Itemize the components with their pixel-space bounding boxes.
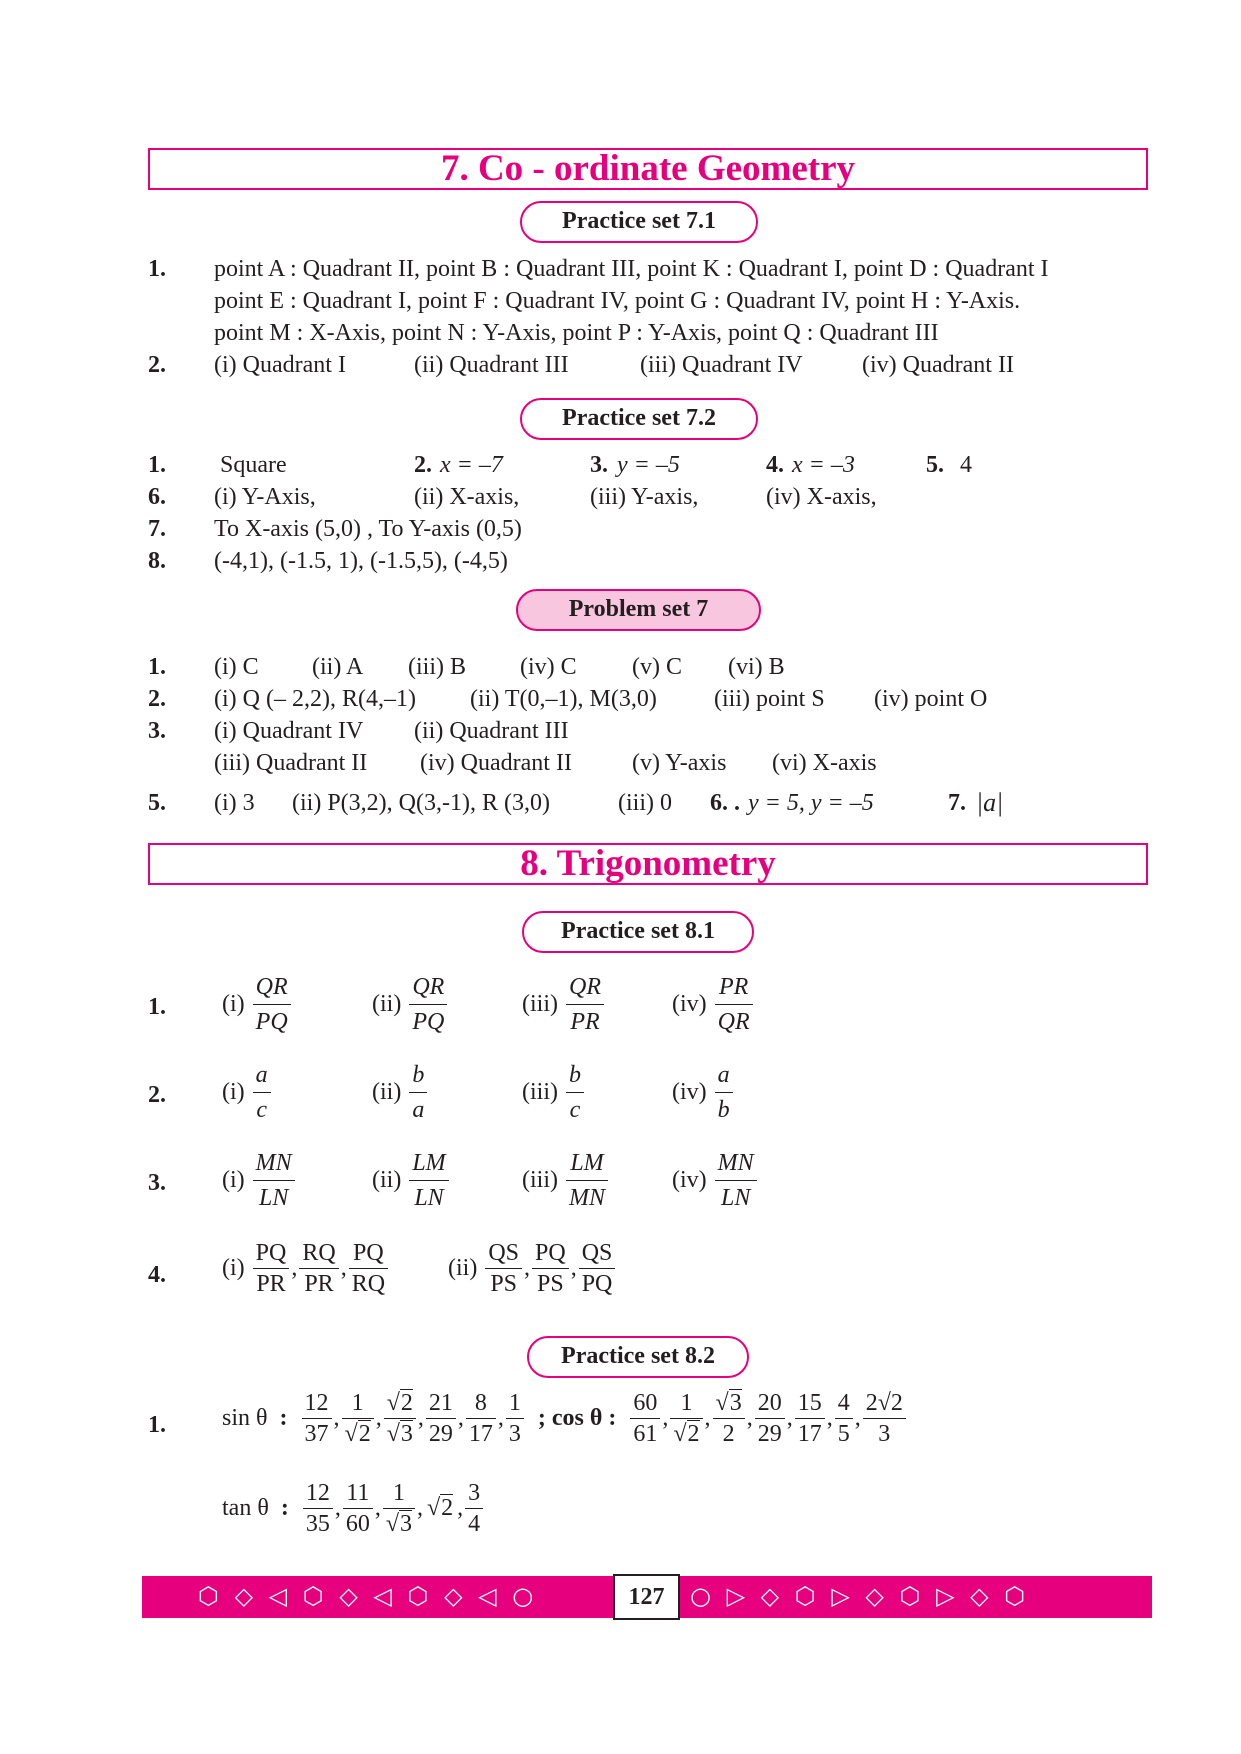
denominator: MN bbox=[569, 1185, 605, 1211]
answer-item: |a| bbox=[976, 788, 1004, 817]
fraction bbox=[383, 1478, 415, 1539]
numerator: 11 bbox=[343, 1478, 373, 1509]
practice-set-8-2-heading: Practice set 8.2 bbox=[527, 1336, 749, 1378]
answer-item: (v) C bbox=[632, 654, 682, 680]
denominator: √3 bbox=[386, 1421, 413, 1447]
numerator: 60 bbox=[630, 1388, 660, 1419]
fraction bbox=[466, 1388, 496, 1449]
answer-line: point A : Quadrant II, point B : Quadrant III, point K : Quadrant I, point D : Quadrant I bbox=[214, 256, 1049, 282]
denominator: c bbox=[256, 1097, 267, 1123]
numerator: a bbox=[253, 1058, 271, 1093]
answer-item: (iii) B bbox=[408, 654, 466, 680]
denominator: PS bbox=[490, 1271, 518, 1297]
question-number: 2. bbox=[148, 1082, 166, 1108]
question-number: 1. bbox=[148, 994, 166, 1020]
answer-item: (i) Quadrant I bbox=[214, 352, 346, 378]
item-label: (iii) bbox=[522, 1079, 558, 1105]
fraction bbox=[384, 1388, 416, 1449]
numerator: √3 bbox=[713, 1388, 745, 1419]
fraction bbox=[303, 1478, 333, 1539]
numerator: QS bbox=[579, 1238, 616, 1269]
fraction bbox=[253, 1238, 290, 1299]
numerator: QR bbox=[409, 970, 447, 1005]
root-value: √2 bbox=[427, 1495, 454, 1521]
item-label: (ii) bbox=[372, 1079, 402, 1105]
answer-line: point M : X-Axis, point N : Y-Axis, point P : Y-Axis, point Q : Quadrant III bbox=[214, 320, 939, 346]
answer-item: (ii) X-axis, bbox=[414, 484, 520, 510]
denominator: LN bbox=[720, 1185, 751, 1211]
fraction bbox=[579, 1238, 616, 1299]
practice-set-7-2-heading: Practice set 7.2 bbox=[520, 398, 758, 440]
answer-item: (i) Y-Axis, bbox=[214, 484, 316, 510]
fraction bbox=[485, 1238, 522, 1299]
denominator: 29 bbox=[757, 1421, 782, 1447]
fraction-answer: (i) $\frac{PQ}{PR}$ , $\frac{RQ}{PR}$ , $\frac{PQ}{RQ}$ bbox=[222, 1238, 390, 1299]
question-number: 4. bbox=[148, 1262, 166, 1288]
fraction-answer bbox=[222, 970, 293, 1039]
answer-item: (ii) Quadrant III bbox=[414, 352, 569, 378]
chapter-8-title: 8. Trigonometry bbox=[148, 843, 1148, 885]
numerator: 1 bbox=[383, 1478, 415, 1509]
denominator: 29 bbox=[428, 1421, 453, 1447]
denominator: PQ bbox=[255, 1009, 288, 1035]
fraction bbox=[566, 970, 604, 1039]
item-label: (iii) bbox=[522, 991, 558, 1017]
question-number: 3. bbox=[148, 1170, 166, 1196]
answer-item: (v) Y-axis bbox=[632, 750, 727, 776]
answer-item: (vi) X-axis bbox=[772, 750, 877, 776]
sin-theta-row bbox=[222, 1388, 908, 1449]
numerator: QR bbox=[566, 970, 604, 1005]
answer-item: (iv) Quadrant II bbox=[862, 352, 1014, 378]
chapter-7-title: 7. Co - ordinate Geometry bbox=[148, 148, 1148, 190]
answer-item: (iv) X-axis, bbox=[766, 484, 877, 510]
fraction bbox=[349, 1238, 388, 1299]
fraction-answer bbox=[372, 1058, 429, 1127]
fraction-answer bbox=[522, 1146, 610, 1215]
denominator: √2 bbox=[344, 1421, 371, 1447]
answer-item: (i) Quadrant IV bbox=[214, 718, 364, 744]
answer-item: y = –5 bbox=[617, 452, 680, 478]
answer-item: (i) 3 bbox=[214, 790, 255, 816]
sin-values: $\frac{12}{37}$ , $\frac{1}{√2}$ , $\frac{√2}{√3}$ , $\frac{21}{29}$ , $\frac{8}{17}$ , $\frac{1}{3}$ bbox=[300, 1404, 526, 1430]
fraction bbox=[715, 1146, 757, 1215]
denominator: 60 bbox=[345, 1511, 370, 1537]
numerator: 1 bbox=[670, 1388, 702, 1419]
denominator: b bbox=[717, 1097, 730, 1123]
fraction bbox=[253, 1146, 295, 1215]
fraction bbox=[409, 1058, 427, 1127]
denominator: 37 bbox=[304, 1421, 329, 1447]
question-number: 4. bbox=[766, 452, 784, 478]
answer-item: (-4,1), (-1.5, 1), (-1.5,5), (-4,5) bbox=[214, 548, 508, 574]
footer-shapes-left: ⬡ ◇ ◁ ⬡ ◇ ◁ ⬡ ◇ ◁ ○ bbox=[198, 1582, 538, 1610]
problem-set-7-heading: Problem set 7 bbox=[516, 589, 761, 631]
numerator: MN bbox=[715, 1146, 757, 1181]
numerator: RQ bbox=[299, 1238, 338, 1269]
denominator: 4 bbox=[468, 1511, 481, 1537]
colon: : bbox=[279, 1405, 288, 1431]
fraction-answer bbox=[672, 1146, 759, 1215]
numerator: MN bbox=[253, 1146, 295, 1181]
denominator: c bbox=[569, 1097, 581, 1123]
fraction bbox=[409, 1146, 448, 1215]
numerator: 8 bbox=[466, 1388, 496, 1419]
question-number: 2. bbox=[148, 686, 166, 712]
item-label: (i) bbox=[222, 1255, 245, 1281]
fraction-answer bbox=[672, 970, 755, 1039]
denominator: PQ bbox=[412, 1009, 445, 1035]
fraction bbox=[566, 1058, 584, 1127]
numerator: LM bbox=[566, 1146, 608, 1181]
question-number: 5. bbox=[148, 790, 166, 816]
fraction-answer bbox=[372, 1146, 451, 1215]
answer-item: (i) Q (– 2,2), R(4,–1) bbox=[214, 686, 416, 712]
numerator: b bbox=[409, 1058, 427, 1093]
sin-label: sin θ bbox=[222, 1405, 268, 1431]
fraction-answer: (ii) $\frac{QS}{PS}$ , $\frac{PQ}{PS}$ , $\frac{QS}{PQ}$ bbox=[448, 1238, 617, 1299]
question-number: 2. bbox=[148, 352, 166, 378]
fraction-answer bbox=[522, 970, 606, 1039]
item-label: (ii) bbox=[372, 1167, 402, 1193]
denominator: √3 bbox=[385, 1511, 412, 1537]
denominator: 5 bbox=[837, 1421, 850, 1447]
denominator: a bbox=[412, 1097, 425, 1123]
denominator: LN bbox=[414, 1185, 444, 1211]
denominator: 3 bbox=[878, 1421, 891, 1447]
answer-item: (iv) point O bbox=[874, 686, 988, 712]
item-label: (i) bbox=[222, 1167, 245, 1193]
fraction bbox=[630, 1388, 660, 1449]
answer-item: (ii) A bbox=[312, 654, 364, 680]
answer-item: x = –3 bbox=[792, 452, 855, 478]
fraction bbox=[302, 1388, 332, 1449]
fraction bbox=[532, 1238, 569, 1299]
fraction bbox=[566, 1146, 608, 1215]
fraction bbox=[835, 1388, 853, 1449]
item-label: (iv) bbox=[672, 1167, 707, 1193]
answer-item: (iii) Quadrant IV bbox=[640, 352, 803, 378]
fraction bbox=[465, 1478, 483, 1539]
numerator: LM bbox=[409, 1146, 448, 1181]
fraction bbox=[715, 1058, 733, 1127]
question-number: 7. bbox=[148, 516, 166, 542]
numerator: 15 bbox=[795, 1388, 825, 1419]
answer-item: (iii) point S bbox=[714, 686, 825, 712]
fraction bbox=[409, 970, 447, 1039]
answer-item: x = –7 bbox=[440, 452, 503, 478]
numerator: a bbox=[715, 1058, 733, 1093]
fraction bbox=[343, 1478, 373, 1539]
fraction bbox=[715, 970, 753, 1039]
fraction-answer bbox=[672, 1058, 735, 1127]
question-number: 1. bbox=[148, 256, 166, 282]
fraction-answer bbox=[222, 1058, 273, 1127]
question-number: 7. bbox=[948, 790, 966, 816]
question-number: 1. bbox=[148, 1412, 166, 1438]
fraction-answer bbox=[522, 1058, 586, 1127]
answer-item: (i) C bbox=[214, 654, 259, 680]
item-label: (iii) bbox=[522, 1167, 558, 1193]
numerator: 12 bbox=[303, 1478, 333, 1509]
item-label: (ii) bbox=[372, 991, 402, 1017]
answer-item: (ii) P(3,2), Q(3,-1), R (3,0) bbox=[292, 790, 550, 816]
answer-item: y = 5, y = –5 bbox=[748, 790, 874, 816]
fraction bbox=[342, 1388, 374, 1449]
numerator: 2√2 bbox=[863, 1388, 906, 1419]
cos-label: ; cos θ : bbox=[537, 1405, 617, 1431]
numerator: 1 bbox=[342, 1388, 374, 1419]
fraction bbox=[506, 1388, 524, 1449]
numerator: 3 bbox=[465, 1478, 483, 1509]
colon: : bbox=[280, 1495, 289, 1521]
fraction-answer bbox=[372, 970, 449, 1039]
denominator: 3 bbox=[508, 1421, 521, 1447]
fraction bbox=[426, 1388, 456, 1449]
answer-item: (ii) T(0,–1), M(3,0) bbox=[470, 686, 657, 712]
item-label: (iv) bbox=[672, 1079, 707, 1105]
question-number: 2. bbox=[414, 452, 432, 478]
footer-shapes-right: ○ ▷ ◇ ⬡ ▷ ◇ ⬡ ▷ ◇ ⬡ bbox=[690, 1582, 1030, 1610]
numerator: PR bbox=[715, 970, 753, 1005]
question-number: 3. bbox=[590, 452, 608, 478]
numerator: b bbox=[566, 1058, 584, 1093]
fraction bbox=[253, 970, 291, 1039]
denominator: 17 bbox=[797, 1421, 822, 1447]
denominator: 35 bbox=[305, 1511, 330, 1537]
fraction bbox=[863, 1388, 906, 1449]
denominator: PR bbox=[304, 1271, 334, 1297]
question-number: 8. bbox=[148, 548, 166, 574]
denominator: QR bbox=[717, 1009, 750, 1035]
denominator: PS bbox=[537, 1271, 564, 1297]
tan-values: $\frac{12}{35}$ , $\frac{11}{60}$ , $\frac{1}{√3}$ , √2 , $\frac{3}{4}$ bbox=[301, 1494, 485, 1520]
numerator: 12 bbox=[302, 1388, 332, 1419]
numerator: PQ bbox=[532, 1238, 569, 1269]
question-number: 1. bbox=[148, 452, 166, 478]
answer-item: (iv) C bbox=[520, 654, 577, 680]
denominator: LN bbox=[258, 1185, 289, 1211]
numerator: 21 bbox=[426, 1388, 456, 1419]
fraction bbox=[253, 1058, 271, 1127]
denominator: 2 bbox=[722, 1421, 735, 1447]
answer-item: (vi) B bbox=[728, 654, 785, 680]
denominator: PR bbox=[570, 1009, 600, 1035]
question-number: 5. bbox=[926, 452, 944, 478]
question-number: 6. . bbox=[710, 790, 740, 816]
question-number: 3. bbox=[148, 718, 166, 744]
answer-item: To X-axis (5,0) , To Y-axis (0,5) bbox=[214, 516, 522, 542]
answer-item: (iv) Quadrant II bbox=[420, 750, 572, 776]
answer-item: (iii) Y-axis, bbox=[590, 484, 699, 510]
fraction-answer bbox=[222, 1146, 297, 1215]
numerator: PQ bbox=[349, 1238, 388, 1269]
item-label: (i) bbox=[222, 991, 245, 1017]
question-number: 1. bbox=[148, 654, 166, 680]
denominator: PQ bbox=[581, 1271, 613, 1297]
answer-item: (iii) 0 bbox=[618, 790, 672, 816]
numerator: 20 bbox=[755, 1388, 785, 1419]
practice-set-7-1-heading: Practice set 7.1 bbox=[520, 201, 758, 243]
numerator: QS bbox=[485, 1238, 522, 1269]
numerator: PQ bbox=[253, 1238, 290, 1269]
item-label: (i) bbox=[222, 1079, 245, 1105]
denominator: 17 bbox=[468, 1421, 493, 1447]
numerator: √2 bbox=[384, 1388, 416, 1419]
answer-item: Square bbox=[220, 452, 287, 478]
item-label: (iv) bbox=[672, 991, 707, 1017]
denominator: PR bbox=[256, 1271, 286, 1297]
numerator: 1 bbox=[506, 1388, 524, 1419]
denominator: √2 bbox=[673, 1421, 700, 1447]
denominator: 61 bbox=[633, 1421, 658, 1447]
tan-label: tan θ bbox=[222, 1495, 269, 1521]
fraction bbox=[713, 1388, 745, 1449]
denominator: RQ bbox=[351, 1271, 386, 1297]
answer-item: 4 bbox=[960, 452, 972, 478]
practice-set-8-1-heading: Practice set 8.1 bbox=[522, 911, 754, 953]
answer-line: point E : Quadrant I, point F : Quadrant IV, point G : Quadrant IV, point H : Y-Axis. bbox=[214, 288, 1021, 314]
item-label: (ii) bbox=[448, 1255, 478, 1281]
answer-item: (iii) Quadrant II bbox=[214, 750, 368, 776]
fraction bbox=[795, 1388, 825, 1449]
fraction bbox=[299, 1238, 338, 1299]
cos-values: $\frac{60}{61}$ , $\frac{1}{√2}$ , $\frac{√3}{2}$ , $\frac{20}{29}$ , $\frac{15}{17}$ , $\frac{4}{5}$ , $\frac{2√2}{3}$ bbox=[628, 1404, 908, 1430]
fraction bbox=[755, 1388, 785, 1449]
question-number: 6. bbox=[148, 484, 166, 510]
numerator: QR bbox=[253, 970, 291, 1005]
page-number: 127 bbox=[613, 1574, 680, 1620]
fraction bbox=[670, 1388, 702, 1449]
tan-theta-row bbox=[222, 1478, 485, 1539]
numerator: 4 bbox=[835, 1388, 853, 1419]
answer-item: (ii) Quadrant III bbox=[414, 718, 569, 744]
